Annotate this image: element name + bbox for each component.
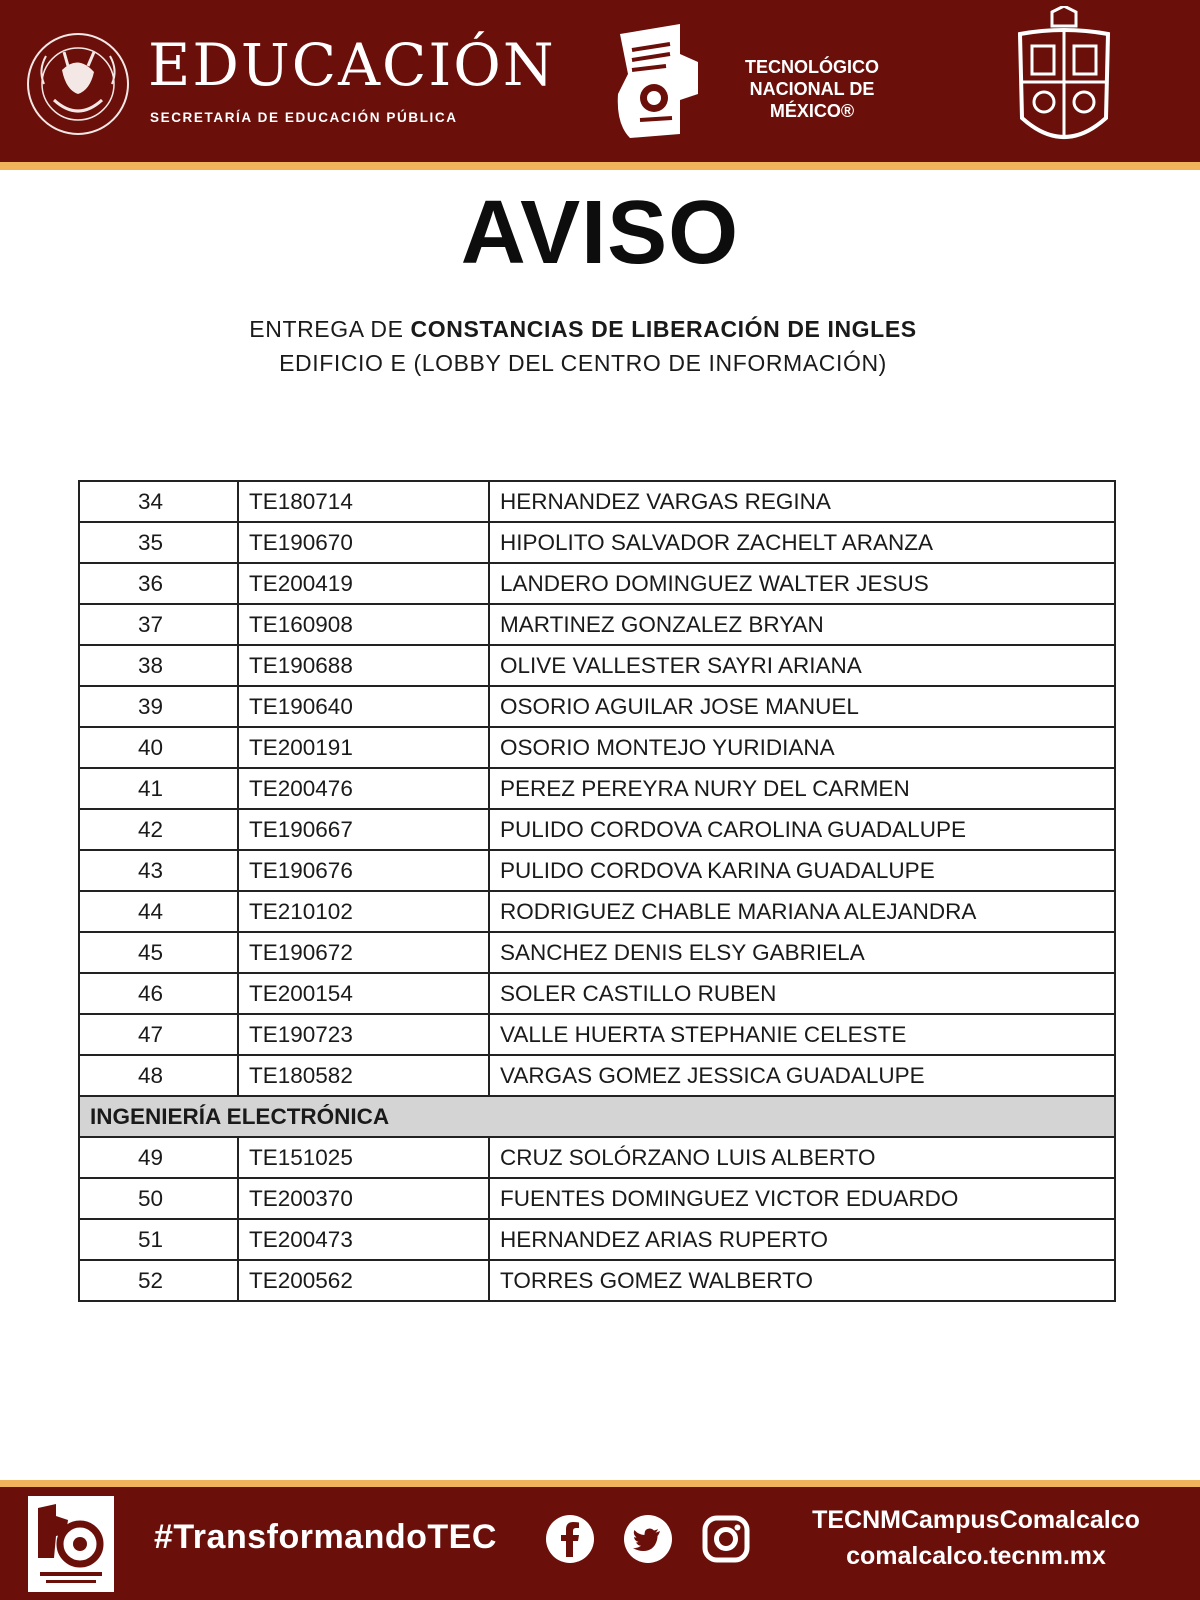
- student-name: SOLER CASTILLO RUBEN: [489, 973, 1115, 1014]
- table-row: [79, 1137, 1115, 1178]
- row-number: 36: [79, 563, 238, 604]
- hashtag: #TransformandoTEC: [154, 1518, 497, 1556]
- table-row: [79, 1260, 1115, 1301]
- student-name: VARGAS GOMEZ JESSICA GUADALUPE: [489, 1055, 1115, 1096]
- control-number: TE200370: [238, 1178, 489, 1219]
- table-row: [79, 1014, 1115, 1055]
- subtitle-line-1: [0, 316, 1200, 343]
- control-number: TE190672: [238, 932, 489, 973]
- row-number: 42: [79, 809, 238, 850]
- row-number: 50: [79, 1178, 238, 1219]
- tecnm-line-1: TECNOLÓGICO: [745, 57, 879, 77]
- section-row: [79, 1096, 1115, 1137]
- section-title: INGENIERÍA ELECTRÓNICA: [79, 1096, 1115, 1137]
- student-name: PEREZ PEREYRA NURY DEL CARMEN: [489, 768, 1115, 809]
- control-number: TE200191: [238, 727, 489, 768]
- student-name: OSORIO MONTEJO YURIDIANA: [489, 727, 1115, 768]
- control-number: TE200154: [238, 973, 489, 1014]
- student-name: MARTINEZ GONZALEZ BRYAN: [489, 604, 1115, 645]
- table-row: [79, 1219, 1115, 1260]
- row-number: 48: [79, 1055, 238, 1096]
- campus-info: [780, 1502, 1172, 1574]
- facebook-icon[interactable]: [544, 1513, 596, 1565]
- student-name: TORRES GOMEZ WALBERTO: [489, 1260, 1115, 1301]
- control-number: TE160908: [238, 604, 489, 645]
- student-name: PULIDO CORDOVA CAROLINA GUADALUPE: [489, 809, 1115, 850]
- control-number: TE200562: [238, 1260, 489, 1301]
- row-number: 37: [79, 604, 238, 645]
- row-number: 40: [79, 727, 238, 768]
- table-row: [79, 768, 1115, 809]
- student-name: HERNANDEZ VARGAS REGINA: [489, 481, 1115, 522]
- campus-handle[interactable]: TECNMCampusComalcalco: [812, 1506, 1140, 1534]
- table-row: [79, 604, 1115, 645]
- student-name: SANCHEZ DENIS ELSY GABRIELA: [489, 932, 1115, 973]
- table-row: [79, 932, 1115, 973]
- twitter-icon[interactable]: [622, 1513, 674, 1565]
- table-row: [79, 563, 1115, 604]
- sep-title: EDUCACIÓN: [148, 31, 556, 99]
- table-row: [79, 973, 1115, 1014]
- student-name: VALLE HUERTA STEPHANIE CELESTE: [489, 1014, 1115, 1055]
- control-number: TE200473: [238, 1219, 489, 1260]
- row-number: 34: [79, 481, 238, 522]
- student-name: PULIDO CORDOVA KARINA GUADALUPE: [489, 850, 1115, 891]
- tecnm-logo-icon: [610, 14, 704, 148]
- student-name: FUENTES DOMINGUEZ VICTOR EDUARDO: [489, 1178, 1115, 1219]
- sep-subtitle: SECRETARÍA DE EDUCACIÓN PÚBLICA: [150, 110, 458, 125]
- row-number: 35: [79, 522, 238, 563]
- row-number: 44: [79, 891, 238, 932]
- student-name: OSORIO AGUILAR JOSE MANUEL: [489, 686, 1115, 727]
- itsc-logo-icon: [26, 1494, 116, 1594]
- student-name: HIPOLITO SALVADOR ZACHELT ARANZA: [489, 522, 1115, 563]
- student-name: CRUZ SOLÓRZANO LUIS ALBERTO: [489, 1137, 1115, 1178]
- row-number: 52: [79, 1260, 238, 1301]
- row-number: 51: [79, 1219, 238, 1260]
- subtitle-prefix: ENTREGA DE: [249, 316, 411, 342]
- control-number: TE190723: [238, 1014, 489, 1055]
- footer-stripe: [0, 1480, 1200, 1487]
- row-number: 49: [79, 1137, 238, 1178]
- tecnm-name: [712, 56, 912, 122]
- control-number: TE190676: [238, 850, 489, 891]
- campus-url[interactable]: comalcalco.tecnm.mx: [846, 1542, 1106, 1570]
- page-title: AVISO: [460, 183, 740, 283]
- students-table-body: [79, 481, 1115, 1301]
- control-number: TE200476: [238, 768, 489, 809]
- student-name: LANDERO DOMINGUEZ WALTER JESUS: [489, 563, 1115, 604]
- control-number: TE190640: [238, 686, 489, 727]
- row-number: 45: [79, 932, 238, 973]
- table-row: [79, 809, 1115, 850]
- tabasco-coat-of-arms-icon: [1012, 6, 1116, 154]
- table-row: [79, 727, 1115, 768]
- control-number: TE200419: [238, 563, 489, 604]
- table-row: [79, 686, 1115, 727]
- row-number: 38: [79, 645, 238, 686]
- table-row: [79, 850, 1115, 891]
- mexican-seal-icon: [24, 30, 132, 138]
- row-number: 46: [79, 973, 238, 1014]
- table-row: [79, 1055, 1115, 1096]
- table-row: [79, 522, 1115, 563]
- row-number: 39: [79, 686, 238, 727]
- student-name: HERNANDEZ ARIAS RUPERTO: [489, 1219, 1115, 1260]
- control-number: TE190667: [238, 809, 489, 850]
- tecnm-line-2: NACIONAL DE MÉXICO®: [749, 79, 875, 121]
- student-name: RODRIGUEZ CHABLE MARIANA ALEJANDRA: [489, 891, 1115, 932]
- control-number: TE190688: [238, 645, 489, 686]
- row-number: 47: [79, 1014, 238, 1055]
- control-number: TE210102: [238, 891, 489, 932]
- students-table: [78, 480, 1116, 1302]
- control-number: TE190670: [238, 522, 489, 563]
- row-number: 41: [79, 768, 238, 809]
- subtitle-bold: CONSTANCIAS DE LIBERACIÓN DE INGLES: [410, 316, 917, 342]
- table-row: [79, 1178, 1115, 1219]
- instagram-icon[interactable]: [700, 1513, 752, 1565]
- subtitle-line-2: EDIFICIO E (LOBBY DEL CENTRO DE INFORMACIÓN): [279, 350, 887, 376]
- student-name: OLIVE VALLESTER SAYRI ARIANA: [489, 645, 1115, 686]
- header-stripe: [0, 162, 1200, 170]
- table-row: [79, 645, 1115, 686]
- table-row: [79, 891, 1115, 932]
- control-number: TE180582: [238, 1055, 489, 1096]
- control-number: TE151025: [238, 1137, 489, 1178]
- row-number: 43: [79, 850, 238, 891]
- table-row: [79, 481, 1115, 522]
- control-number: TE180714: [238, 481, 489, 522]
